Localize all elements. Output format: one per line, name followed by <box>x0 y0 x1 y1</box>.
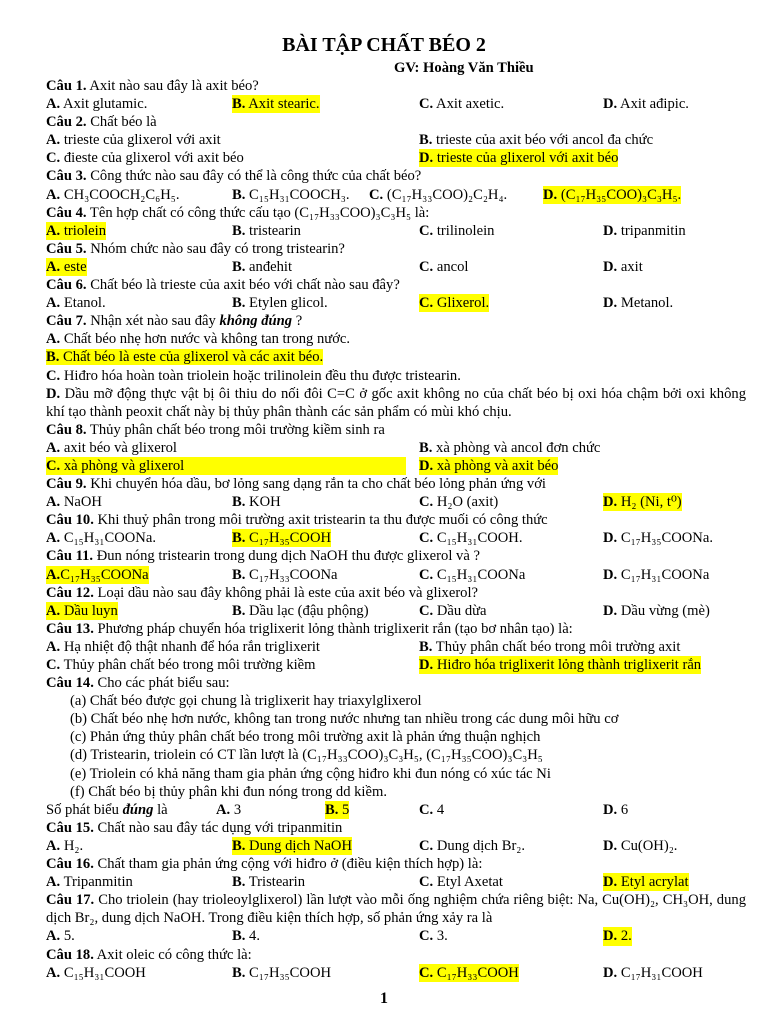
question-12: Câu 12. Loại dầu nào sau đây không phải là este của axit béo và glixerol? <box>46 584 479 601</box>
option-a[interactable]: A. Tripanmitin <box>46 874 133 891</box>
page-title: BÀI TẬP CHẤT BÉO 2 <box>282 34 486 56</box>
option-b[interactable]: B. C₁₇H₃₅COOH <box>232 964 332 981</box>
question-3: Câu 3. Công thức nào sau đây có thể là công thức của chất béo? <box>46 168 422 185</box>
option-b-correct[interactable]: B. Axit stearic. <box>232 96 320 113</box>
count-prompt: Số phát biểu đúng là <box>46 801 168 818</box>
option-b-correct[interactable]: B. Chất béo là este của glixerol và các axit béo. <box>46 349 324 366</box>
option-d[interactable]: D. Cu(OH)₂. <box>603 837 678 854</box>
option-d[interactable]: D. Axit ađipic. <box>603 96 689 113</box>
options-5 <box>46 258 746 276</box>
question-16: Câu 16. Chất tham gia phản ứng cộng với hiđro ở (điều kiện thích hợp) là: <box>46 856 483 873</box>
option-a[interactable]: A. Axit glutamic. <box>46 96 148 113</box>
option-d-correct[interactable]: D. 2. <box>603 928 632 945</box>
option-a[interactable]: A. Etanol. <box>46 295 106 312</box>
option-b[interactable]: B. Dầu lạc (đậu phộng) <box>232 602 369 619</box>
option-b[interactable]: B. C₁₇H₃₃COONa <box>232 566 338 583</box>
option-a-correct[interactable]: A. este <box>46 258 87 275</box>
statement-a: (a) Chất béo được gọi chung là triglixerit hay triaxylglixerol <box>70 693 422 710</box>
worksheet <box>46 58 746 982</box>
options-18 <box>46 964 746 982</box>
statement-e: (e) Triolein có khả năng tham gia phản ứng cộng hiđro khi đun nóng có xúc tác Ni <box>70 765 551 782</box>
option-b[interactable]: B. 4. <box>232 928 260 945</box>
options-8-row2 <box>46 457 746 475</box>
option-a[interactable]: A. H₂. <box>46 837 84 854</box>
options-6 <box>46 294 746 312</box>
option-a-correct[interactable]: A. triolein <box>46 222 107 239</box>
option-d-correct[interactable]: D. Etyl acrylat <box>603 874 689 891</box>
option-c[interactable]: C. trilinolein <box>419 222 495 239</box>
option-c[interactable]: C. Dung dịch Br₂. <box>419 837 526 854</box>
option-d[interactable]: D. C₁₇H₃₁COOH <box>603 964 703 981</box>
option-c-correct[interactable]: C. xà phòng và glixerol <box>46 457 406 475</box>
option-b[interactable]: B. trieste của axit béo với ancol đa chức <box>419 132 654 149</box>
option-d-correct[interactable]: D. trieste của glixerol với axit béo <box>419 150 619 167</box>
question-2: Câu 2. Chất béo là <box>46 114 157 131</box>
option-a[interactable]: A. 3 <box>216 801 242 818</box>
option-b[interactable]: B. xà phòng và ancol đơn chức <box>419 439 601 456</box>
option-a[interactable]: A. C₁₅H₃₁COOH <box>46 964 146 981</box>
option-d-correct[interactable]: D. (C₁₇H₃₅COO)₃C₃H₅. <box>543 186 682 203</box>
options-1 <box>46 95 746 113</box>
options-10 <box>46 529 746 547</box>
option-a[interactable]: A. C₁₅H₃₁COONa. <box>46 530 156 547</box>
author: GV: Hoàng Văn Thiều <box>394 60 534 76</box>
question-6: Câu 6. Chất béo là trieste của axit béo với chất nào sau đây? <box>46 277 400 294</box>
statement-c: (c) Phản ứng thủy phân chất béo trong môi trường axit là phản ứng thuận nghịch <box>70 729 541 746</box>
option-c-correct[interactable]: C. C₁₇H₃₃COOH <box>419 964 519 981</box>
options-14 <box>46 801 746 819</box>
option-d-correct[interactable]: D. Hiđro hóa triglixerit lỏng thành triglixerit rắn <box>419 657 702 673</box>
option-d[interactable]: D. Metanol. <box>603 295 674 312</box>
question-14: Câu 14. Cho các phát biểu sau: <box>46 675 230 692</box>
option-b-correct[interactable]: B. C₁₇H₃₅COOH <box>232 530 332 547</box>
question-9: Câu 9. Khi chuyển hóa dầu, bơ lỏng sang dạng rắn ta cho chất béo lỏng phản ứng với <box>46 476 546 493</box>
option-c[interactable]: C. đieste của glixerol với axit béo <box>46 150 244 167</box>
options-13-row1 <box>46 638 746 656</box>
option-d[interactable]: D. tripanmitin <box>603 222 686 239</box>
option-d[interactable]: D. C₁₇H₃₁COONa <box>603 566 710 583</box>
option-c[interactable]: C. ancol <box>419 258 469 275</box>
options-17 <box>46 927 746 945</box>
question-11: Câu 11. Đun nóng tristearin trong dung dịch NaOH thu được glixerol và ? <box>46 548 480 565</box>
option-c[interactable]: C. Etyl Axetat <box>419 874 503 891</box>
option-a[interactable]: A. CH₃COOCH₂C₆H₅. <box>46 186 180 203</box>
option-d[interactable]: D. 6 <box>603 801 629 818</box>
question-18: Câu 18. Axit oleic có công thức là: <box>46 946 252 963</box>
options-13-row2 <box>46 656 746 674</box>
question-4: Câu 4. Tên hợp chất có công thức cấu tạo (C₁₇H₃₃COO)₃C₃H₅ là: <box>46 204 430 221</box>
options-3 <box>46 186 746 204</box>
option-d[interactable]: D. Dầu vừng (mè) <box>603 602 710 619</box>
option-a[interactable]: A. axit béo và glixerol <box>46 439 177 456</box>
option-d[interactable]: D. C₁₇H₃₅COONa. <box>603 530 713 547</box>
options-12 <box>46 602 746 620</box>
option-c[interactable]: C. 3. <box>419 928 448 945</box>
option-d[interactable]: D. axit <box>603 258 643 275</box>
question-13: Câu 13. Phương pháp chuyển hóa triglixerit lỏng thành triglixerit rắn (tạo bơ nhân tạo) là: <box>46 620 573 637</box>
options-2-row2 <box>46 149 746 167</box>
question-8: Câu 8. Thủy phân chất béo trong môi trường kiềm sinh ra <box>46 421 385 438</box>
option-a[interactable]: A. trieste của glixerol với axit <box>46 132 221 149</box>
option-c[interactable]: C. (C₁₇H₃₃COO)₂C₂H₄. <box>369 186 508 203</box>
options-9 <box>46 493 746 511</box>
page-number: 1 <box>380 990 388 1007</box>
option-a[interactable]: A. NaOH <box>46 494 102 511</box>
question-7: Câu 7. Nhận xét nào sau đây không đúng ? <box>46 313 303 330</box>
option-b[interactable]: B. anđehit <box>232 258 293 275</box>
options-8-row1 <box>46 439 746 457</box>
question-17: Câu 17. Cho triolein (hay trioleoylglixerol) lần lượt vào mỗi ống nghiệm chứa riêng biệt: Na, Cu(OH)₂, CH₃OH, dung dịch Br₂, dung dịch NaOH. Trong điều kiện thích hợp, số phản ứng xảy ra là <box>46 892 746 927</box>
option-b[interactable]: B. Tristearin <box>232 874 305 891</box>
option-a[interactable]: A. Chất béo nhẹ hơn nước và không tan trong nước. <box>46 331 351 348</box>
option-a-correct[interactable]: A.C₁₇H₃₅COONa <box>46 566 149 583</box>
option-b[interactable]: B. tristearin <box>232 222 301 239</box>
option-b-correct[interactable]: B. 5 <box>325 801 350 818</box>
option-c-correct[interactable]: C. Glixerol. <box>419 295 490 312</box>
option-a[interactable]: A. Hạ nhiệt độ thật nhanh để hóa rắn triglixerit <box>46 638 320 655</box>
statement-b: (b) Chất béo nhẹ hơn nước, không tan trong nước nhưng tan nhiều trong các dung môi hữu cơ <box>70 711 619 728</box>
option-d-correct[interactable]: D. H₂ (Ni, t⁰) <box>603 494 682 511</box>
option-c[interactable]: C. Thủy phân chất béo trong môi trường kiềm <box>46 657 316 673</box>
option-c[interactable]: C. Axit axetic. <box>419 96 505 113</box>
option-b[interactable]: B. KOH <box>232 494 281 511</box>
question-10: Câu 10. Khi thuỷ phân trong môi trường axit tristearin ta thu được muối có công thức <box>46 512 548 529</box>
option-b[interactable]: B. C₁₅H₃₁COOCH₃. <box>232 186 350 203</box>
question-5: Câu 5. Nhóm chức nào sau đây có trong tristearin? <box>46 240 345 257</box>
options-15 <box>46 837 746 855</box>
option-c[interactable]: C. 4 <box>419 801 445 818</box>
option-b[interactable]: B. Etylen glicol. <box>232 295 328 312</box>
statement-d: (d) Tristearin, triolein có CT lần lượt là (C₁₇H₃₃COO)₃C₃H₅, (C₁₇H₃₅COO)₃C₃H₅ <box>70 747 543 764</box>
option-d-highlighted[interactable]: D. xà phòng và axit béo <box>419 457 559 474</box>
question-15: Câu 15. Chất nào sau đây tác dụng với tripanmitin <box>46 819 343 836</box>
option-b[interactable]: B. Thủy phân chất béo trong môi trường axit <box>419 638 681 655</box>
question-1: Câu 1. Axit nào sau đây là axit béo? <box>46 78 259 94</box>
option-c[interactable]: C. Hiđro hóa hoàn toàn triolein hoặc trilinolein đều thu được tristearin. <box>46 367 461 384</box>
options-11 <box>46 566 746 584</box>
option-b-correct[interactable]: B. Dung dịch NaOH <box>232 837 352 854</box>
option-c[interactable]: C. H₂O (axit) <box>419 494 499 511</box>
options-2-row1 <box>46 131 746 149</box>
option-c[interactable]: C. C₁₅H₃₁COONa <box>419 566 526 583</box>
options-16 <box>46 873 746 891</box>
option-c[interactable]: C. C₁₅H₃₁COOH. <box>419 530 523 547</box>
statement-f: (f) Chất béo bị thủy phân khi đun nóng trong dd kiềm. <box>70 783 387 800</box>
options-4 <box>46 222 746 240</box>
option-c[interactable]: C. Dầu dừa <box>419 602 487 619</box>
option-a-correct[interactable]: A. Dầu luyn <box>46 602 118 619</box>
option-a[interactable]: A. 5. <box>46 928 75 945</box>
option-d[interactable]: D. Dầu mỡ động thực vật bị ôi thiu do nối đôi C=C ở gốc axit không no của chất béo bị oxi hóa chậm bởi oxi không khí tạo thành peoxit chất này bị thủy phân thành các sản phẩm có mùi khó chịu. <box>46 385 746 420</box>
